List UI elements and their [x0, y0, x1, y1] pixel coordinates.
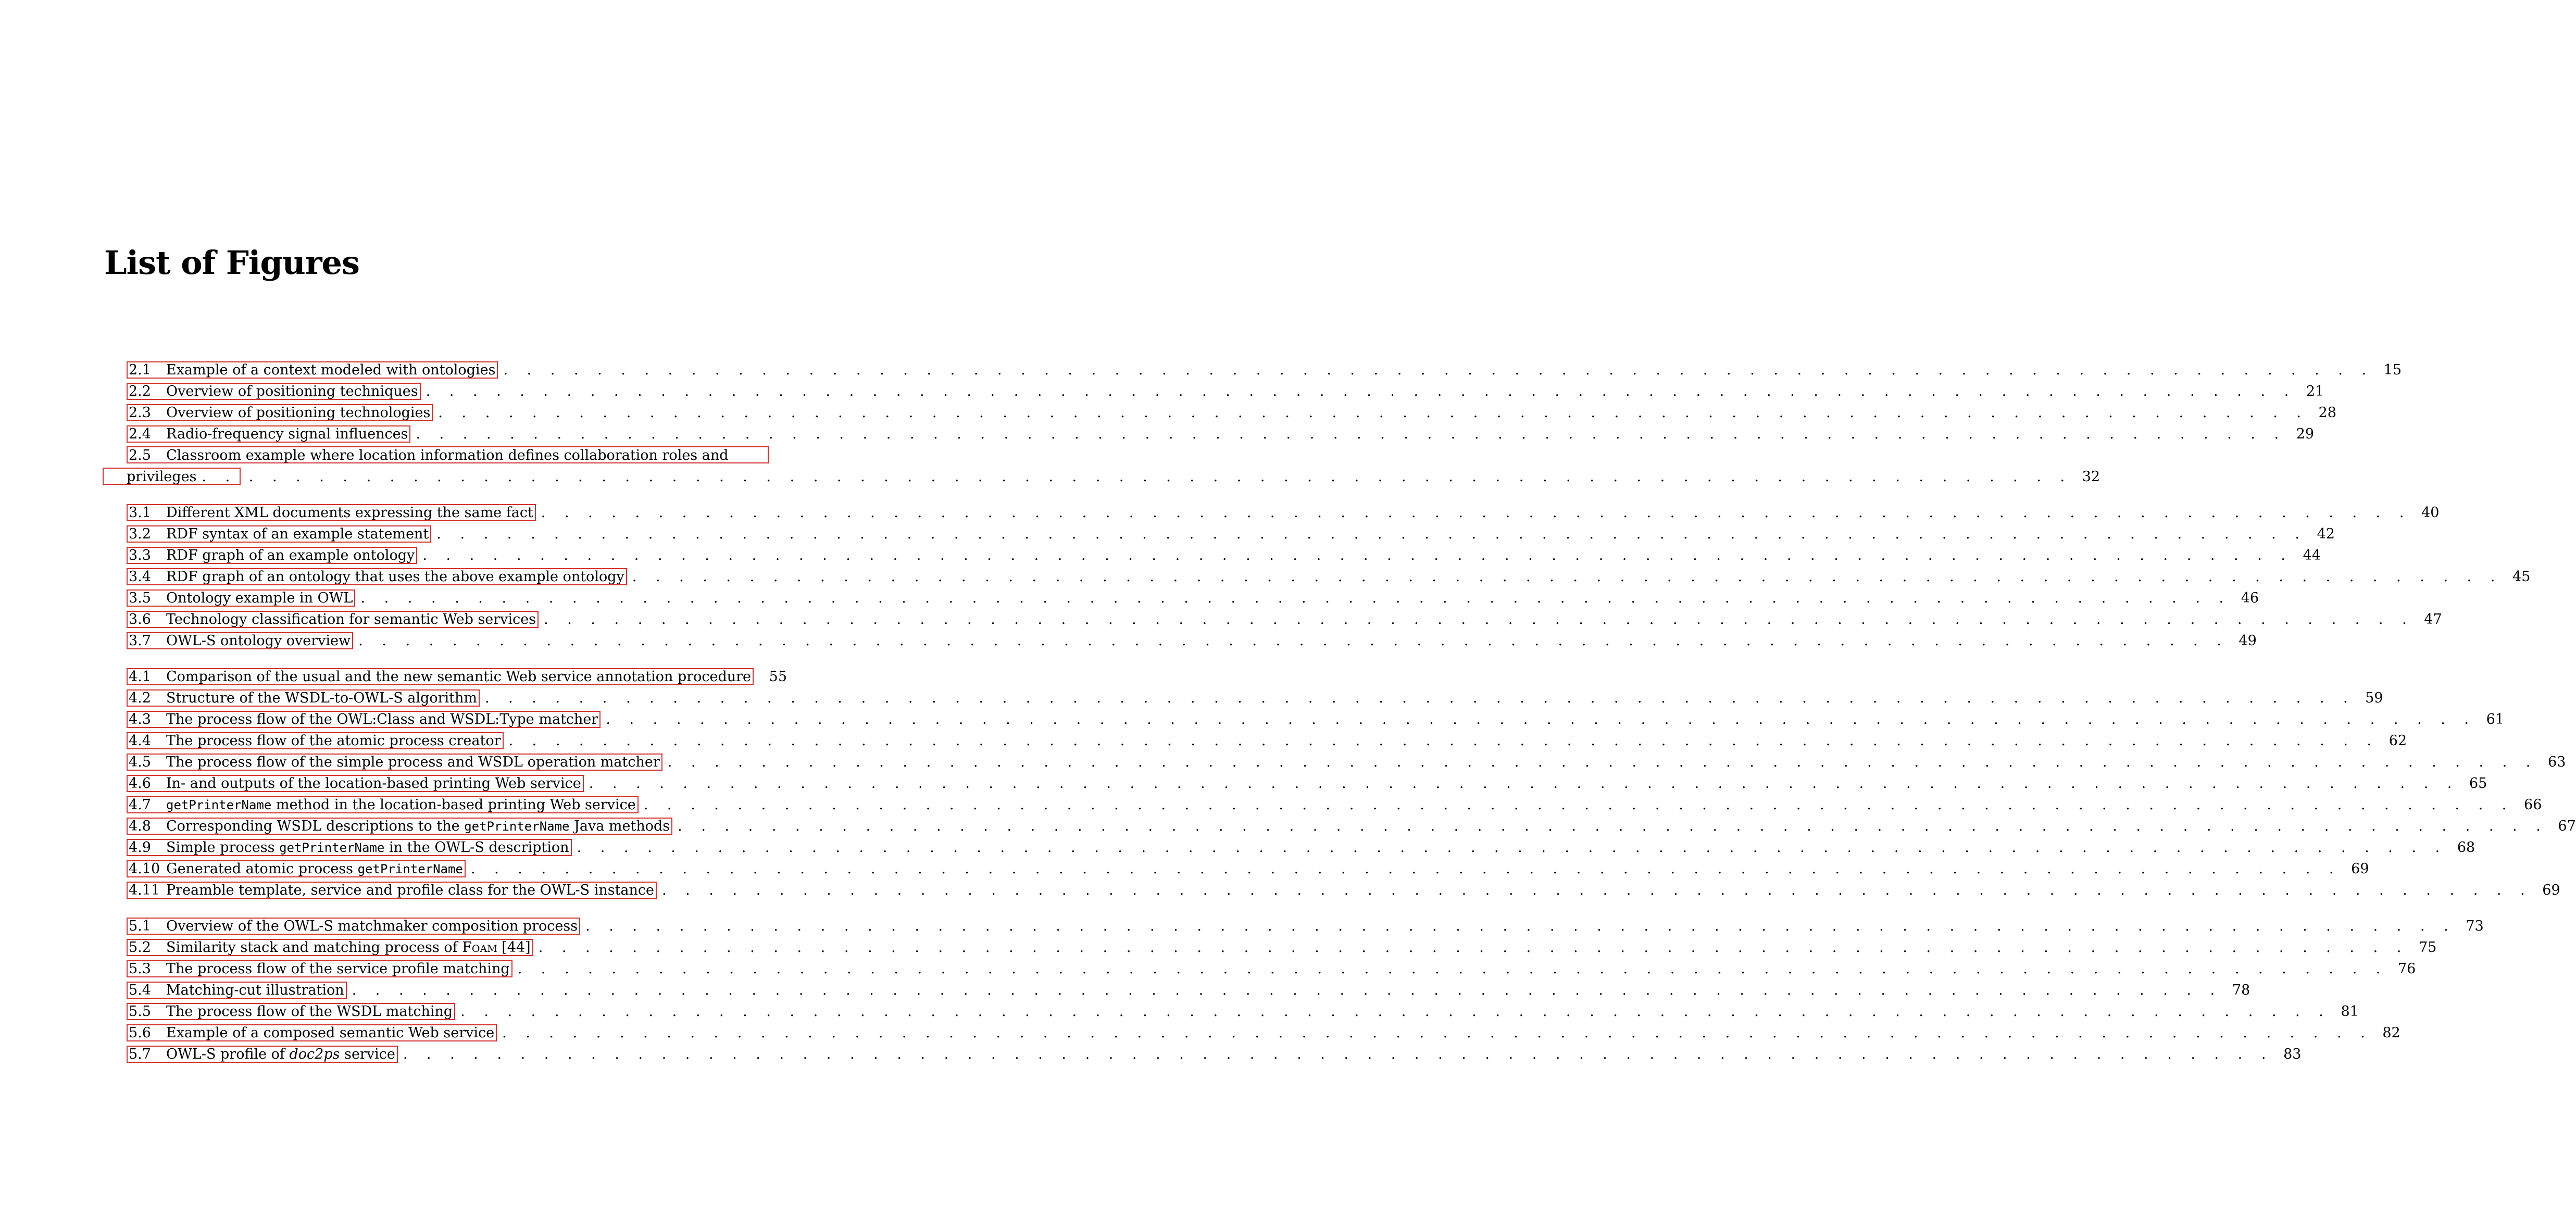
figure-entry: [127, 609, 2442, 630]
figure-title-text: Matching-cut illustration: [166, 982, 344, 998]
figure-title-text: Overview of positioning techniques: [166, 383, 418, 399]
page-number: 15: [2383, 362, 2402, 378]
figure-entry: [127, 880, 2560, 901]
page-title: List of Figures: [104, 244, 359, 282]
dot-leader: . . . . . . . . . . . . . . . . . . . . . . . . . . . . . . . . . . . . . . . . . . . . . . . . . . . . . . . . . . . . . . . . . . . . . . . . . . . . . . . .: [358, 633, 2229, 649]
figure-number: 4.2: [129, 690, 151, 706]
figure-title-text: Java methods: [569, 818, 670, 834]
figure-entry: [127, 545, 2321, 566]
page-number: 63: [2548, 754, 2566, 770]
figure-number: 5.2: [129, 939, 151, 956]
dot-leader: . . . . . . . . . . . . . . . . . . . . . . . . . . . . . . . . . . . . . . . . . . . . . . . . . . . . . . . . . . . . . . . . . . . . . . . . . . . . . . . .: [544, 611, 2414, 627]
figure-number: 5.4: [129, 982, 151, 998]
dot-leader: . . . . . . . . . . . . . . . . . . . . . . . . . . . . . . . . . . . . . . . . . . . . . . . . . . . . . . . . . . . . . . . . . . . . . . . . . . . . . . . .: [502, 1025, 2372, 1041]
figure-number: 4.4: [129, 733, 151, 749]
dot-leader: . . . . . . . . . . . . . . . . . . . . . . . . . . . . . . . . . . . . . . . . . . . . . . . . . . . . . . . . . . . . . . . . . . . . . . . . . . . . . . . .: [662, 882, 2532, 898]
figure-entry: [127, 1001, 2359, 1022]
figure-link[interactable]: [127, 939, 533, 956]
page-number: 55: [769, 669, 787, 685]
dot-leader: . . . . . . . . . . . . . . . . . . . . . . . . . . . . . . . . . . . . . . . . . . . . . . . . . . . . . . . . . . . . . . . . . . . . . . . . . . . . . . . .: [426, 383, 2296, 399]
figure-title-text: RDF graph of an ontology that uses the above example ontology: [166, 569, 624, 585]
figure-number: 2.5: [129, 447, 151, 463]
figure-title: [166, 423, 408, 445]
dot-leader: . . . . . . . . . . . . . . . . . . . . . . . . . . . . . . . . . . . . . . . . . . . . . . . . . . . . . . . . . . . . . . . . . . . . . . . . . . . . . . . .: [460, 1003, 2331, 1020]
figure-entry: [127, 730, 2407, 751]
figure-title: [166, 687, 477, 709]
figure-title-text: Overview of positioning technologies: [166, 405, 431, 421]
figure-title-text: Overview of the OWL-S matchmaker composition process: [166, 918, 578, 934]
figure-title-text: The process flow of the atomic process creator: [166, 733, 501, 749]
code-identifier: getPrinterName: [166, 797, 272, 812]
figure-link[interactable]: [127, 632, 353, 649]
figure-entry: [127, 523, 2335, 545]
figure-entry: [127, 423, 2315, 445]
figure-number: 2.2: [129, 383, 151, 399]
figure-title: [166, 880, 654, 901]
figure-title: [166, 381, 418, 402]
figure-title-text: service: [340, 1046, 395, 1062]
figure-title-text: OWL-S profile of: [166, 1046, 290, 1062]
figure-link[interactable]: [127, 1024, 497, 1041]
figure-link[interactable]: [127, 1003, 455, 1020]
figure-title-text: Preamble template, service and profile class for the OWL-S instance: [166, 882, 655, 898]
figure-title-text: RDF syntax of an example statement: [166, 526, 429, 542]
page-number: 62: [2389, 733, 2407, 749]
page-number: 44: [2303, 547, 2321, 563]
figure-group: [127, 359, 2402, 487]
figure-title: [166, 980, 344, 1001]
figure-title: Classroom example where location information defines collaboration roles and: [166, 447, 729, 463]
list-of-figures: [127, 359, 2576, 1079]
figure-link[interactable]: [127, 818, 672, 835]
figure-entry: [127, 359, 2402, 381]
page-number: 46: [2241, 590, 2259, 606]
figure-title-text: Generated atomic process: [166, 860, 358, 877]
figure-title: [166, 502, 533, 523]
figure-entry: [127, 402, 2336, 423]
figure-number: 3.5: [129, 590, 151, 606]
figure-title-text: method in the location-based printing Web service: [271, 796, 636, 813]
figure-link[interactable]: [127, 860, 466, 877]
figure-title-text: The process flow of the OWL:Class and WSDL:Type matcher: [166, 711, 598, 727]
page-number: 83: [2283, 1046, 2302, 1062]
page-number: 32: [2082, 469, 2100, 485]
figure-entry: [127, 709, 2504, 730]
figure-number: 4.1: [129, 669, 151, 685]
figure-title-text: Technology classification for semantic Web services: [166, 611, 536, 627]
page-number: 76: [2398, 961, 2416, 977]
figure-title-text: RDF graph of an example ontology: [166, 547, 415, 563]
figure-entry: [127, 687, 2383, 709]
page-number: 81: [2341, 1003, 2359, 1020]
dot-leader: . . . . . . . . . . . . . . . . . . . . . . . . . . . . . . . . . . . . . . . . . . . . . . . . . . . . . . . . . . . . . . . . . . . . . . . . . . . . . . . .: [606, 711, 2476, 727]
code-identifier: getPrinterName: [279, 840, 385, 855]
figure-number: 2.3: [129, 405, 151, 421]
figure-group: [127, 502, 2531, 651]
figure-title: [166, 837, 569, 859]
figure-number: 4.6: [129, 775, 151, 792]
figure-number: 4.3: [129, 711, 151, 727]
figure-link[interactable]: [127, 361, 498, 379]
figure-link[interactable]: [127, 960, 512, 977]
dot-leader: . . . . . . . . . . . . . . . . . . . . . . . . . . . . . . . . . . . . . . . . . . . . . . . . . . . . . . . . . . . . . . . . . . . . . . . . . . . . . . . .: [403, 1046, 2273, 1062]
figure-title-text: Corresponding WSDL descriptions to the: [166, 818, 465, 834]
dot-leader: . . . . . . . . . . . . . . . . . . . . . . . . . . . . . . . . . . . . . . . . . . . . . . . . . . . . . . . . . . . . . . . . . . . . . . . . . . . . . . . .: [632, 569, 2503, 585]
figure-title: [166, 1044, 395, 1065]
figure-number: 4.5: [129, 754, 151, 770]
figure-link[interactable]: [127, 525, 431, 543]
figure-link[interactable]: [127, 1046, 398, 1063]
page-number: 21: [2306, 383, 2324, 399]
figure-title-text: Simple process: [166, 839, 280, 856]
figure-number: 2.4: [129, 426, 151, 442]
figure-title: [166, 630, 351, 651]
figure-link[interactable]: [127, 796, 639, 813]
figure-number: 3.6: [129, 611, 151, 627]
figure-link[interactable]: [127, 689, 480, 707]
code-identifier: getPrinterName: [464, 819, 570, 834]
figure-number: 5.7: [129, 1046, 151, 1062]
figure-number: 5.1: [129, 918, 151, 934]
page-number: 68: [2457, 839, 2475, 856]
dot-leader: . . . . . . . . . . . . . . . . . . . . . . . . . . . . . . . . . . . . . . . . . . . . . . . . . . . . . . . . . . . . . . . . . . . . . . . . . . . . . . . .: [678, 818, 2548, 834]
figure-title-text: The process flow of the WSDL matching: [166, 1003, 453, 1020]
figure-title: [166, 587, 353, 609]
dot-leader: . . . . . . . . . . . . . . . . . . . . . . . . . . . . . . . . . . . . . . . . . . . . . . . . . . . . . . . . . . . . . . . . . . . . . . . . . . . . . . . .: [577, 839, 2447, 856]
page-number: 61: [2486, 711, 2504, 727]
dot-leader: . . . . . . . . . . . . . . . . . . . . . . . . . . . . . . . . . . . . . . . . . . . . . . . . . . . . . . . . . . . . . . . . . . . . . . . . . . . . . . . .: [508, 733, 2379, 749]
page-number: 28: [2318, 405, 2336, 421]
figure-title: [166, 609, 536, 630]
figure-number: 4.11: [129, 882, 160, 898]
figure-entry: [127, 794, 2542, 815]
figure-number: 5.5: [129, 1003, 151, 1020]
figure-title: [166, 545, 415, 566]
code-identifier: getPrinterName: [357, 861, 463, 876]
page-number: 69: [2542, 882, 2560, 898]
figure-group: [127, 915, 2484, 1065]
figure-title: [166, 937, 531, 958]
page-number: 66: [2524, 797, 2542, 813]
dot-leader: . . . . . . . . . . . . . . . . . . . . . . . . . . . . . . . . . . . . . . . . . . . . . . . . . . . . . . . . . . . . . . . . . . . . . . . . . . . . . . . .: [416, 426, 2286, 442]
figure-title: [166, 730, 501, 751]
page-number: 59: [2365, 690, 2383, 706]
dot-leader: . . . . . . . . . . . . . . . . . . . . . . . . . . . . . . . . . . . . . . . . . . . . . . . . . . . . . . . . . . . . . . . . . . . . . . . . . . . . . . . .: [503, 362, 2374, 378]
figure-title-text: Comparison of the usual and the new semantic Web service annotation procedure: [166, 669, 752, 685]
dot-leader: . . . . . . . . . . . . . . . . . . . . . . . . . . . . . . . . . . . . . . . . . . . . . . . . . . . . . . . . . . . . . . . . . . . . . . . . . . . . . . . .: [202, 469, 2072, 485]
figure-title-text: Different XML documents expressing the same fact: [166, 505, 533, 521]
figure-entry: [127, 937, 2437, 958]
figure-link[interactable]: [127, 918, 580, 935]
figure-number: 3.2: [129, 526, 151, 542]
dot-leader: . . . . . . . . . . . . . . . . . . . . . . . . . . . . . . . . . . . . . . . . . . . . . . . . . . . . . . . . . . . . . . . . . . . . . . . . . . . . . . . .: [589, 775, 2459, 792]
figure-link[interactable]: [127, 611, 539, 628]
figure-title-text: [44]: [497, 939, 531, 956]
figure-entry: [127, 958, 2416, 980]
figure-link[interactable]: [127, 732, 504, 749]
figure-title-text: Example of a composed semantic Web service: [166, 1025, 495, 1041]
figure-title: [166, 958, 510, 980]
figure-entry: [127, 1022, 2400, 1044]
figure-number: 3.3: [129, 547, 151, 563]
figure-title-text: Example of a context modeled with ontologies: [166, 362, 496, 378]
figure-title-text: in the OWL-S description: [384, 839, 569, 856]
figure-entry: [127, 666, 787, 687]
figure-title-text: OWL-S ontology overview: [166, 633, 351, 649]
figure-link[interactable]: [127, 668, 754, 685]
figure-title: [166, 915, 578, 937]
figure-entry: [127, 1044, 2302, 1065]
page-number: 75: [2418, 939, 2437, 956]
dot-leader: . . . . . . . . . . . . . . . . . . . . . . . . . . . . . . . . . . . . . . . . . . . . . . . . . . . . . . . . . . . . . . . . . . . . . . . . . . . . . . . .: [352, 982, 2222, 998]
dot-leader: . . . . . . . . . . . . . . . . . . . . . . . . . . . . . . . . . . . . . . . . . . . . . . . . . . . . . . . . . . . . . . . . . . . . . . . . . . . . . . . .: [585, 918, 2456, 934]
figure-link[interactable]: [127, 504, 536, 521]
figure-title-text: Ontology example in OWL: [166, 590, 353, 606]
page-number: 82: [2382, 1025, 2400, 1041]
figure-link[interactable]: [127, 754, 662, 771]
dot-leader: . . . . . . . . . . . . . . . . . . . . . . . . . . . . . . . . . . . . . . . . . . . . . . . . . . . . . . . . . . . . . . . . . . . . . . . . . . . . . . . .: [643, 797, 2514, 813]
figure-entry: [127, 445, 2100, 487]
figure-entry: [127, 915, 2484, 937]
figure-link[interactable]: [127, 383, 421, 400]
figure-title: [166, 794, 636, 816]
figure-title-text: In- and outputs of the location-based printing Web service: [166, 775, 581, 792]
dot-leader: . . . . . . . . . . . . . . . . . . . . . . . . . . . . . . . . . . . . . . . . . . . . . . . . . . . . . . . . . . . . . . . . . . . . . . . . . . . . . . . .: [667, 754, 2538, 770]
dot-leader: . . . . . . . . . . . . . . . . . . . . . . . . . . . . . . . . . . . . . . . . . . . . . . . . . . . . . . . . . . . . . . . . . . . . . . . . . . . . . . . .: [422, 547, 2293, 563]
figure-title: [166, 523, 429, 545]
dot-leader: . . . . . . . . . . . . . . . . . . . . . . . . . . . . . . . . . . . . . . . . . . . . . . . . . . . . . . . . . . . . . . . . . . . . . . . . . . . . . . . .: [517, 961, 2388, 977]
figure-number: 4.9: [129, 839, 151, 856]
figure-link[interactable]: [127, 711, 601, 728]
dot-leader: . . . . . . . . . . . . . . . . . . . . . . . . . . . . . . . . . . . . . . . . . . . . . . . . . . . . . . . . . . . . . . . . . . . . . . . . . . . . . . . .: [470, 861, 2341, 877]
figure-group: [127, 666, 2576, 901]
figure-title-text: The process flow of the service profile matching: [166, 961, 510, 977]
page-number: 78: [2232, 982, 2250, 998]
page-number: 47: [2424, 611, 2442, 627]
figure-title: [166, 815, 670, 837]
figure-title: [166, 1001, 453, 1022]
figure-title-text: Structure of the WSDL-to-OWL-S algorithm: [166, 690, 477, 706]
page-number: 42: [2317, 526, 2335, 542]
figure-link[interactable]: [127, 589, 355, 607]
figure-link[interactable]: [127, 404, 433, 421]
dot-leader: . . . . . . . . . . . . . . . . . . . . . . . . . . . . . . . . . . . . . . . . . . . . . . . . . . . . . . . . . . . . . . . . . . . . . . . . . . . . . . . .: [360, 590, 2231, 606]
figure-title: [166, 858, 463, 880]
figure-entry: [127, 630, 2257, 651]
figure-number: 3.7: [129, 633, 151, 649]
figure-link[interactable]: [127, 839, 572, 856]
figure-entry: [127, 815, 2576, 837]
page-number: 65: [2469, 775, 2487, 792]
page-number: 45: [2512, 569, 2531, 585]
figure-title-text: Radio-frequency signal influences: [166, 426, 408, 442]
figure-title: [166, 709, 598, 730]
figure-title-continued[interactable]: privileges: [127, 469, 197, 485]
page-number: 67: [2558, 818, 2576, 834]
figure-number: 2.1: [129, 362, 151, 378]
page-number: 49: [2239, 633, 2257, 649]
figure-entry: [127, 773, 2487, 794]
dot-leader: . . . . . . . . . . . . . . . . . . . . . . . . . . . . . . . . . . . . . . . . . . . . . . . . . . . . . . . . . . . . . . . . . . . . . . . . . . . . . . . .: [484, 690, 2355, 706]
page-number: 29: [2296, 426, 2315, 442]
service-name: doc2ps: [289, 1046, 340, 1062]
figure-link[interactable]: [127, 425, 410, 443]
figure-number: 3.1: [129, 505, 151, 521]
figure-entry: [127, 502, 2440, 523]
figure-number: 5.3: [129, 961, 151, 977]
figure-link[interactable]: [127, 982, 347, 999]
dot-leader: . . . . . . . . . . . . . . . . . . . . . . . . . . . . . . . . . . . . . . . . . . . . . . . . . . . . . . . . . . . . . . . . . . . . . . . . . . . . . . . .: [541, 505, 2411, 521]
figure-entry: [127, 980, 2250, 1001]
figure-entry: [127, 587, 2259, 609]
tool-name: Foam: [462, 939, 497, 956]
dot-leader: . . . . . . . . . . . . . . . . . . . . . . . . . . . . . . . . . . . . . . . . . . . . . . . . . . . . . . . . . . . . . . . . . . . . . . . . . . . . . . . .: [538, 939, 2409, 956]
dot-leader: . . . . . . . . . . . . . . . . . . . . . . . . . . . . . . . . . . . . . . . . . . . . . . . . . . . . . . . . . . . . . . . . . . . . . . . . . . . . . . . .: [436, 526, 2307, 542]
figure-number: 4.7: [129, 797, 151, 813]
figure-link[interactable]: [127, 882, 657, 899]
figure-title: [166, 402, 430, 423]
figure-entry: [127, 751, 2566, 773]
figure-entry: [127, 858, 2369, 880]
figure-entry: [127, 837, 2475, 858]
figure-title: [166, 1022, 494, 1044]
figure-entry: [127, 566, 2531, 587]
figure-link[interactable]: [127, 547, 417, 564]
dot-leader: . . . . . . . . . . . . . . . . . . . . . . . . . . . . . . . . . . . . . . . . . . . . . . . . . . . . . . . . . . . . . . . . . . . . . . . . . . . . . . . .: [438, 405, 2308, 421]
page-number: 40: [2421, 505, 2440, 521]
figure-number: 4.8: [129, 818, 151, 834]
page-number: 69: [2351, 861, 2369, 877]
figure-link[interactable]: [127, 775, 584, 792]
figure-title: [166, 666, 751, 687]
figure-title: [166, 751, 660, 773]
figure-link[interactable]: [127, 568, 627, 585]
figure-number: 5.6: [129, 1025, 151, 1041]
figure-number: 4.10: [129, 861, 160, 877]
figure-entry: [127, 381, 2324, 402]
figure-title-text: Similarity stack and matching process of: [166, 939, 462, 956]
figure-number: 3.4: [129, 569, 151, 585]
figure-title: [166, 359, 495, 381]
figure-title: [166, 773, 581, 794]
figure-title-text: The process flow of the simple process and WSDL operation matcher: [166, 754, 660, 770]
figure-title: [166, 566, 624, 587]
page-number: 73: [2466, 918, 2484, 934]
